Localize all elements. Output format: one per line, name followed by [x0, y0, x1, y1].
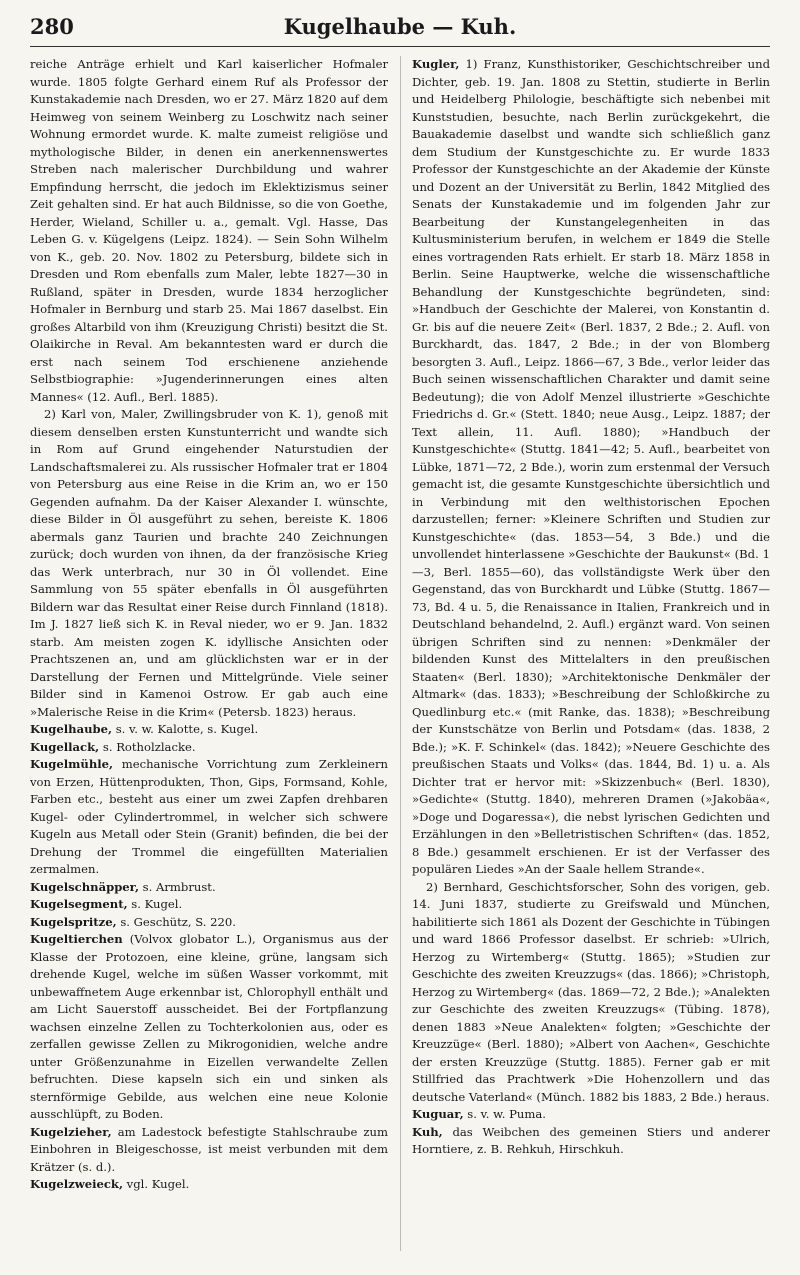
entry-headword: Kugelzweieck, [30, 1177, 123, 1191]
dictionary-entry [30, 739, 388, 757]
page-title: Kugelhaube — Kuh. [283, 14, 517, 39]
dictionary-entry [412, 56, 770, 879]
entry-text: 2) Bernhard, Geschichtsforscher, Sohn des vorigen, geb. 14. Juni 1837, studierte zu Greifswald und München, habilitierte sich 1861 als Dozent der Geschichte in Tübingen und ward 1866 Professor daselbst. Er schrieb: »Ulrich, Herzog zu Wirtemberg« (Stuttg. 1865); »Studien zur Geschichte des zweiten Kreuzzugs« (das. 1866); »Christoph, Herzog zu Wirtemberg« (das. 1869—72, 2 Bde.); »Analekten zur Geschichte des zweiten Kreuzzugs« (Tübing. 1878), denen 1883 »Neue Analekten« folgten; »Geschichte der Kreuzzüge« (Berl. 1880); »Albert von Aachen«, Geschichte der ersten Kreuzzüge (Stuttg. 1885). Ferner gab er mit Stillfried das Prachtwerk »Die Hohenzollern und das deutsche Vaterland« (Münch. 1882 bis 1883, 2 Bde.) heraus. [412, 879, 770, 1104]
entry-text: (Volvox globator L.), Organismus aus der Klasse der Protozoen, eine kleine, grüne, langsam sich drehende Kugel, welche im süßen Wasser vorkommt, mit unbewaffnetem Auge erkennbar ist, Chlorophyll enthält und am Licht Sauerstoff ausscheidet. Bei der Fortpflanzung wachsen einzelne Zellen zu Tochterkolonien aus, oder es zerfallen gewisse Zellen zu Mikrogonidien, welche andre unter Größenzunahme in Eizellen verwandelte Zellen befruchten. Diese kapseln sich ein und sinken als sternförmige Gebilde, aus welchen eine neue Kolonie ausschlüpft, zu Boden. [30, 932, 388, 1121]
dictionary-entry [30, 756, 388, 879]
entry-text: vgl. Kugel. [123, 1177, 190, 1191]
entry-text: s. Kugel. [127, 897, 183, 911]
entry-text: s. Geschütz, S. 220. [116, 914, 236, 929]
dictionary-entry [30, 931, 388, 1124]
right-column [412, 56, 770, 1261]
column-divider [400, 56, 401, 1251]
entry-headword: Kuh, [412, 1124, 443, 1139]
entry-headword: Kugelschnäpper, [30, 879, 139, 894]
entry-headword: Kugelzieher, [30, 1124, 112, 1139]
entry-text: mechanische Vorrichtung zum Zerkleinern von Erzen, Hüttenprodukten, Thon, Gips, Formsand, Kohle, Farben etc., besteht aus einer um zwei Zapfen drehbaren Kugel- oder Cylindertrommel, in welcher sich schwere Kugeln aus Metall oder Stein (Granit) befinden, die bei der Drehung der Trommel die eingefüllten Materialien zermalmen. [30, 757, 388, 876]
dictionary-entry [30, 1124, 388, 1177]
dictionary-entry [30, 56, 388, 406]
dictionary-entry [30, 406, 388, 721]
dictionary-entry [30, 879, 388, 897]
dictionary-entry [30, 896, 388, 914]
entry-headword: Kugellack, [30, 739, 100, 754]
dictionary-entry [412, 879, 770, 1107]
entry-headword: Kugelmühle, [30, 757, 114, 771]
entry-headword: Kugelspritze, [30, 914, 117, 929]
entry-text: am Ladestock befestigte Stahlschraube zum Einbohren in Bleigeschosse, ist meist verbunden mit dem Krätzer (s. d.). [30, 1124, 388, 1174]
entry-text: s. v. w. Kalotte, s. Kugel. [112, 722, 259, 736]
entry-headword: Kugler, [412, 57, 460, 71]
left-column [30, 56, 388, 1261]
dictionary-entry [30, 1176, 388, 1194]
entry-headword: Kuguar, [412, 1107, 464, 1121]
page-header [30, 14, 770, 44]
entry-text: s. v. w. Puma. [463, 1107, 546, 1121]
dictionary-entry [30, 721, 388, 739]
entry-text: 2) Karl von, Maler, Zwillingsbruder von K. 1), genoß mit diesem denselben ersten Kunstunterricht und wandte sich in Rom auf Grund eingehender Naturstudien der Landschaftsmalerei zu. Als russischer Hofmaler trat er 1804 von Petersburg aus eine Reise in die Krim an, wo er 150 Gegenden aufnahm. Da der Kaiser Alexander I. wünschte, diese Bilder in Öl ausgeführt zu sehen, bereiste K. 1806 abermals ganz Taurien und brachte 240 Zeichnungen zurück; doch wurden von ihnen, da der französische Krieg das Werk unterbrach, nur 30 in Öl vollendet. Eine Sammlung von 55 später ebenfalls in Öl ausgeführten Bildern war das Resultat einer Reise durch Finnland (1818). Im J. 1827 ließ sich K. in Reval nieder, wo er 9. Jan. 1832 starb. Am meisten zogen K. idyllische Ansichten oder Prachtszenen an, und am glücklichsten war er in der Darstellung der Fernen und Mittelgründe. Viele seiner Bilder sind in Kamenoi Ostrow. Er gab auch eine »Malerische Reise in die Krim« (Petersb. 1823) heraus. [30, 407, 388, 719]
entry-text: reiche Anträge erhielt und Karl kaiserlicher Hofmaler wurde. 1805 folgte Gerhard einem Ruf als Professor der Kunstakademie nach Dresden, wo er 27. März 1820 auf dem Heimweg von seinem Weinberg zu Loschwitz nach seiner Wohnung ermordet wurde. K. malte zumeist religiöse und mythologische Bilder, in denen ein anerkennenswertes Streben nach malerischer Durchbildung und wahrer Empfindung herrscht, die jedoch im Eklektizismus seiner Zeit gehalten sind. Er hat auch Bildnisse, so die von Goethe, Herder, Wieland, Schiller u. a., gemalt. Vgl. Hasse, Das Leben G. v. Kügelgens (Leipz. 1824). — Sein Sohn Wilhelm von K., geb. 20. Nov. 1802 zu Petersburg, bildete sich in Dresden und Rom ebenfalls zum Maler, lebte 1827—30 in Rußland, später in Dresden, wurde 1834 herzoglicher Hofmaler in Bernburg und starb 25. Mai 1867 daselbst. Ein großes Altarbild von ihm (Kreuzigung Christi) besitzt die St. Olaikirche in Reval. Am bekanntesten ward er durch die erst nach seinem Tod erschienene anziehende Selbstbiographie: »Jugenderinnerungen eines alten Mannes« (12. Aufl., Berl. 1885). [30, 57, 388, 404]
page-number: 280 [30, 14, 74, 39]
entry-text: s. Rotholzlacke. [99, 739, 196, 754]
dictionary-entry [412, 1124, 770, 1159]
dictionary-entry [30, 914, 388, 932]
entry-headword: Kugelsegment, [30, 897, 128, 911]
header-rule [30, 46, 770, 47]
entry-text: s. Armbrust. [139, 879, 216, 894]
entry-headword: Kugelhaube, [30, 722, 113, 736]
entry-text: 1) Franz, Kunsthistoriker, Geschichtschreiber und Dichter, geb. 19. Jan. 1808 zu Stettin, studierte in Berlin und Heidelberg Philologie, beschäftigte sich nebenbei mit Kunststudien, besuchte, nach Berlin zurückgekehrt, die Bauakademie daselbst und wandte sich schließlich ganz dem Studium der Kunstgeschichte zu. Er wurde 1833 Professor der Kunstgeschichte an der Akademie der Künste und Dozent an der Universität zu Berlin, 1842 Mitglied des Senats der Kunstakademie und im folgenden Jahr zur Bearbeitung der Kunstangelegenheiten in das Kultusministerium berufen, in welchem er 1849 die Stelle eines vortragenden Rats erhielt. Er starb 18. März 1858 in Berlin. Seine Hauptwerke, welche die wissenschaftliche Behandlung der Kunstgeschichte begründeten, sind: »Handbuch der Geschichte der Malerei, von Konstantin d. Gr. bis auf die neuere Zeit« (Berl. 1837, 2 Bde.; 2. Aufl. von Burckhardt, das. 1847, 2 Bde.; in der von Blomberg besorgten 3. Aufl., Leipz. 1866—67, 3 Bde., verlor leider das Buch seinen wissenschaftlichen Charakter und damit seine Bedeutung); die von Adolf Menzel illustrierte »Geschichte Friedrichs d. Gr.« (Stett. 1840; neue Ausg., Leipz. 1887; der Text allein, 11. Aufl. 1880); »Handbuch der Kunstgeschichte« (Stuttg. 1841—42; 5. Aufl., bearbeitet von Lübke, 1871—72, 2 Bde.), worin zum erstenmal der Versuch gemacht ist, die gesamte Kunstgeschichte übersichtlich und in Verbindung mit den welthistorischen Epochen darzustellen; ferner: »Kleinere Schriften und Studien zur Kunstgeschichte« (das. 1853—54, 3 Bde.) und die unvollendet hinterlassene »Geschichte der Baukunst« (Bd. 1—3, Berl. 1855—60), das vollständigste Werk über den Gegenstand, das von Burckhardt und Lübke (Stuttg. 1867—73, Bd. 4 u. 5, die Renaissance in Italien, Frankreich und in Deutschland behandelnd, 2. Aufl.) ergänzt ward. Von seinen übrigen Schriften sind zu nennen: »Denkmäler der bildenden Kunst des Mittelalters in den preußischen Staaten« (Berl. 1830); »Architektonische Denkmäler der Altmark« (das. 1833); »Beschreibung der Schloßkirche zu Quedlinburg etc.« (mit Ranke, das. 1838); »Beschreibung der Kunstschätze von Berlin und Potsdam« (das. 1838, 2 Bde.); »K. F. Schinkel« (das. 1842); »Neuere Geschichte des preußischen Staats und Volks« (das. 1844, Bd. 1) u. a. Als Dichter trat er hervor mit: »Skizzenbuch« (Berl. 1830), »Gedichte« (Stuttg. 1840), mehreren Dramen (»Jakobäa«, »Doge und Dogaressa«), die nebst lyrischen Gedichten und Erzählungen in den »Belletristischen Schriften« (das. 1852, 8 Bde.) gesammelt erschienen. Er ist der Verfasser des populären Liedes »An der Saale hellem Strande«. [412, 57, 770, 876]
entry-text: das Weibchen des gemeinen Stiers und anderer Horntiere, z. B. Rehkuh, Hirschkuh. [412, 1124, 770, 1156]
entry-headword: Kugeltierchen [30, 932, 123, 946]
dictionary-entry [412, 1106, 770, 1124]
